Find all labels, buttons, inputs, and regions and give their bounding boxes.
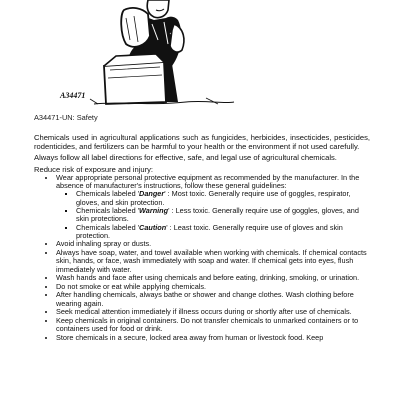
list-item: ▪ Chemicals labeled 'Caution' : Least toxic. Generally require use of gloves and skin protection. <box>76 224 370 241</box>
list-item: • Wash hands and face after using chemicals and before eating, drinking, smoking, or urination. <box>56 274 370 282</box>
list-item: • Seek medical attention immediately if illness occurs during or shortly after use of chemicals. <box>56 308 370 316</box>
safety-text <box>34 133 370 342</box>
figure-code: A34471 <box>60 91 86 100</box>
list-item: • Always have soap, water, and towel available when working with chemicals. If chemical contacts skin, hands, or face, wash immediately with soap and water. If chemical gets into eyes, flush immediately with water. <box>56 249 370 274</box>
safety-illustration <box>0 0 400 108</box>
intro-paragraph: Chemicals used in agricultural applications such as fungicides, herbicides, insecticides, pesticides, rodenticides, and fertilizers can be harmful to your health or the environment if not used carefully. <box>34 133 370 152</box>
list-item: ▪ Chemicals labeled 'Danger' : Most toxic. Generally require use of goggles, respirator, gloves, and skin protection. <box>76 190 370 207</box>
figure-drawing <box>86 0 236 106</box>
always-paragraph: Always follow all label directions for effective, safe, and legal use of agricultural chemicals. <box>34 153 337 163</box>
danger-tag: Danger <box>139 189 165 199</box>
list-item: • Keep chemicals in original containers. Do not transfer chemicals to unmarked containers or to containers used for food or drink. <box>56 317 370 334</box>
list-item: ▪ Chemicals labeled 'Warning' : Less toxic. Generally require use of goggles, gloves, and skin protections. <box>76 207 370 224</box>
caution-tag: Caution <box>139 222 167 232</box>
warning-tag: Warning <box>139 206 169 215</box>
figure-caption: A34471-UN: Safety <box>34 113 98 122</box>
list-item: • Do not smoke or eat while applying chemicals. <box>56 283 370 291</box>
ppe-text: Wear appropriate personal protective equipment as recommended by the manufacturer. In the absence of manufacturer's instructions, follow these general guidelines: <box>56 172 360 191</box>
list-item <box>56 174 370 240</box>
list-item: • Avoid inhaling spray or dusts. <box>56 240 370 248</box>
list-item: • Store chemicals in a secure, locked area away from human or livestock food. Keep <box>56 334 370 342</box>
list-item: • After handling chemicals, always bathe or shower and change clothes. Wash clothing before wearing again. <box>56 291 370 308</box>
precautions-list <box>34 174 370 342</box>
label-guidelines-list <box>56 190 370 240</box>
reduce-risk-heading: Reduce risk of exposure and injury: <box>34 164 154 174</box>
